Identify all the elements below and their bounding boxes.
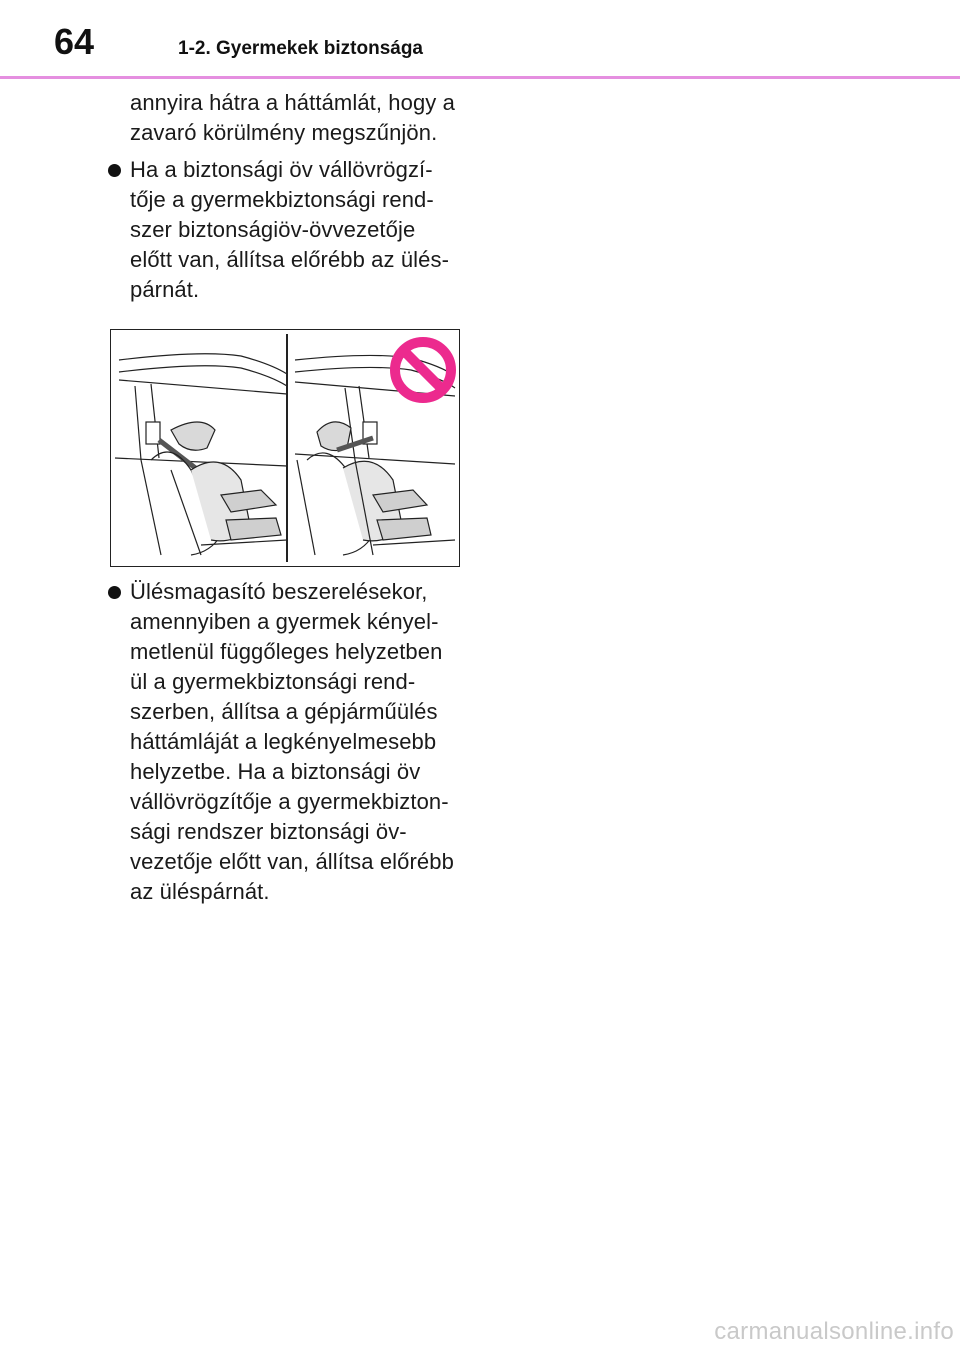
bullet-dot-icon [108,586,121,599]
text-line: Ha a biztonsági öv vállövrögzí- [130,157,433,182]
seat-illustration [110,329,460,567]
incorrect-position-panel [295,355,455,555]
text-line: ül a gyermekbiztonsági rend- [130,669,416,694]
watermark: carmanualsonline.info [714,1318,954,1345]
section-title: 1-2. Gyermekek biztonsága [178,38,423,59]
text-line: párnát. [130,277,200,302]
text-line: amennyiben a gyermek kényel- [130,609,439,634]
bullet-item [106,155,476,305]
text-line: Ülésmagasító beszerelésekor, [130,579,428,604]
text-line: sági rendszer biztonsági öv- [130,819,407,844]
text-line: vállövrögzítője a gyermekbizton- [130,789,449,814]
text-line: zavaró körülmény megszűnjön. [130,120,438,145]
prohibition-icon [395,342,451,398]
bullet-dot-icon [108,164,121,177]
text-line: előtt van, állítsa előrébb az ülés- [130,247,450,272]
bullet-item [106,577,476,907]
text-line: annyira hátra a háttámlát, hogy a [130,90,455,115]
text-line: háttámláját a legkényelmesebb [130,729,437,754]
page-number: 64 [54,21,95,62]
header-rule [0,76,960,79]
intro-paragraph [106,88,476,148]
text-line: helyzetbe. Ha a biztonsági öv [130,759,421,784]
text-line: vezetője előtt van, állítsa előrébb [130,849,454,874]
text-line: tője a gyermekbiztonsági rend- [130,187,434,212]
main-content [106,88,476,907]
text-line: metlenül függőleges helyzetben [130,639,443,664]
text-line: szer biztonságiöv-övvezetője [130,217,416,242]
text-line: az üléspárnát. [130,879,270,904]
correct-position-panel [115,354,287,555]
text-line: szerben, állítsa a gépjárműülés [130,699,438,724]
